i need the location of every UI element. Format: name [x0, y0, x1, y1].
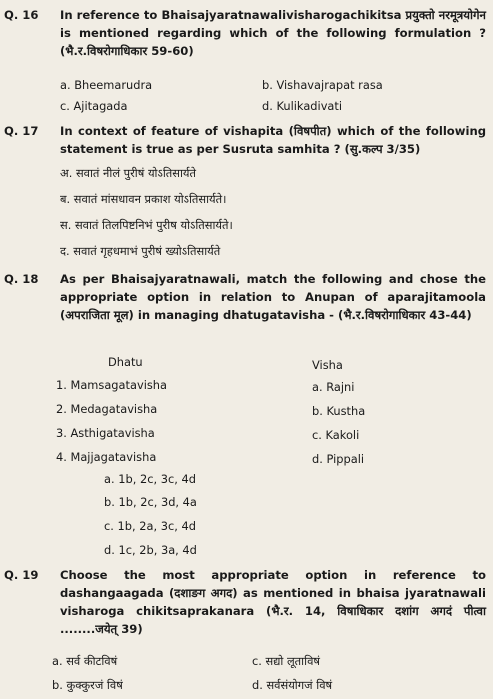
option-c[interactable]: स. सवातं तिलपिष्टनिभं पुरीष योऽतिसार्यते।: [60, 218, 233, 232]
option-a[interactable]: अ. सवातं नीलं पुरीषं योऽतिसार्यते: [60, 166, 197, 180]
question-18: [4, 270, 486, 324]
question-text: In context of feature of vishapita (विषपीत) which of the following statement is true as per Susruta samhita ? (सु.कल्प 3/35): [60, 124, 486, 156]
option-b[interactable]: ब. सवातं मांसधावन प्रकाश योऽतिसार्यते।: [60, 192, 227, 206]
question-number: Q. 16: [4, 8, 39, 22]
option-d[interactable]: d. 1c, 2b, 3a, 4d: [104, 543, 197, 557]
question-text: In reference to Bhaisajyaratnawalivisharogachikitsa प्रयुक्तो नरमूत्रयोगेन is mentioned regarding which of the following formulation ? (भै.र.विषरोगाधिकार 59-60): [60, 8, 486, 58]
visha-item: c. Kakoli: [312, 428, 360, 442]
option-d[interactable]: d. Kulikadivati: [262, 99, 343, 113]
option-d[interactable]: d. सर्वसंयोगजं विषं: [252, 678, 333, 692]
visha-item: b. Kustha: [312, 404, 366, 418]
option-b[interactable]: b. कुक्कुरजं विषं: [52, 678, 123, 692]
option-a[interactable]: a. 1b, 2c, 3c, 4d: [104, 472, 196, 486]
option-c[interactable]: c. Ajitagada: [60, 99, 128, 113]
dhatu-item: 4. Majjagatavisha: [56, 450, 157, 464]
question-text: Choose the most appropriate option in reference to dashangaagada (दशाङग अगद) as mentioned in bhaisa jyaratnawali visharoga chikitsaprakanara (भै.र. 14, विषाधिकार दशांग अगदं पीत्वा ........जयेत् 39): [60, 568, 486, 636]
option-a[interactable]: a. Bheemarudra: [60, 78, 153, 92]
option-c[interactable]: c. 1b, 2a, 3c, 4d: [104, 519, 196, 533]
column-header-dhatu: Dhatu: [108, 355, 143, 369]
option-b[interactable]: b. Vishavajrapat rasa: [262, 78, 383, 92]
question-19: [4, 566, 486, 638]
column-header-visha: Visha: [312, 358, 343, 372]
option-b[interactable]: b. 1b, 2c, 3d, 4a: [104, 495, 197, 509]
dhatu-item: 3. Asthigatavisha: [56, 426, 155, 440]
dhatu-item: 1. Mamsagatavisha: [56, 378, 168, 392]
question-16: [4, 6, 486, 58]
question-number: Q. 18: [4, 272, 39, 286]
visha-item: a. Rajni: [312, 380, 355, 394]
option-d[interactable]: द. सवातं गृहधमाभं पुरीषं ख्योऽतिसार्यते: [60, 244, 221, 258]
question-text: As per Bhaisajyaratnawali, match the following and chose the appropriate option in relation to Anupan of aparajitamoola (अपराजिता मूल) in managing dhatugatavisha - (भै.र.विषरोगाधिकार 43-44): [60, 272, 486, 322]
question-17: [4, 122, 486, 158]
question-number: Q. 19: [4, 568, 39, 582]
question-number: Q. 17: [4, 124, 39, 138]
option-a[interactable]: a. सर्व कीटविषं: [52, 654, 118, 668]
visha-item: d. Pippali: [312, 452, 365, 466]
option-c[interactable]: c. सद्यो लूताविषं: [252, 654, 320, 668]
dhatu-item: 2. Medagatavisha: [56, 402, 158, 416]
